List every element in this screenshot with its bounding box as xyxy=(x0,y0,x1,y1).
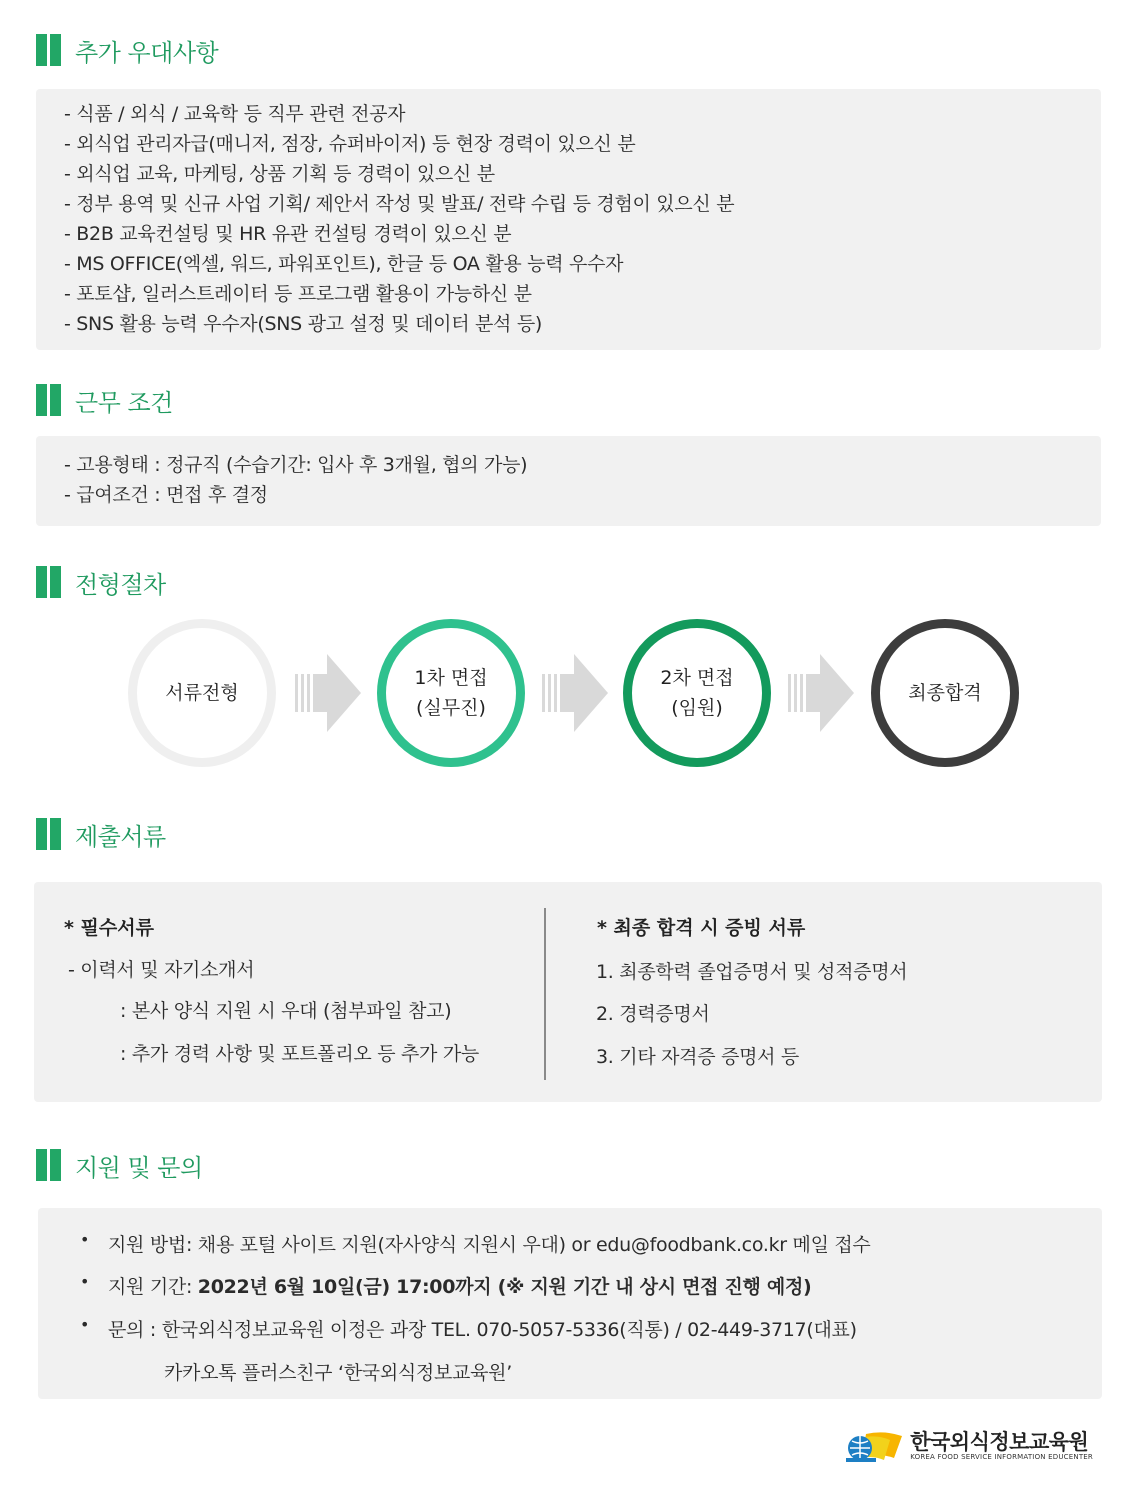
step-label: 최종합격 xyxy=(908,682,982,704)
docs-line: : 본사 양식 지원 시 우대 (첨부파일 참고) xyxy=(120,1000,452,1022)
list-item: - 급여조건 : 면접 후 결정 xyxy=(64,484,268,506)
docs-line: 3. 기타 자격증 증명서 등 xyxy=(596,1046,799,1068)
company-logo xyxy=(846,1428,1093,1464)
logo-mark-icon xyxy=(846,1428,904,1464)
step-label: 서류전형 xyxy=(165,682,239,704)
conditions-box xyxy=(36,436,1101,526)
bullet-icon: • xyxy=(80,1230,90,1249)
list-item: - 외식업 교육, 마케팅, 상품 기획 등 경력이 있으신 분 xyxy=(64,163,495,185)
apply-period-label: 지원 기간: xyxy=(108,1276,198,1298)
section-marker-icon xyxy=(36,384,61,416)
column-divider xyxy=(544,908,546,1080)
section-marker-icon xyxy=(36,566,61,598)
process-step-first-interview xyxy=(377,619,525,767)
arrow-right-icon xyxy=(788,654,854,732)
section-title: 지원 및 문의 xyxy=(75,1153,203,1182)
list-item: - 식품 / 외식 / 교육학 등 직무 관련 전공자 xyxy=(64,103,406,125)
docs-line: - 이력서 및 자기소개서 xyxy=(68,959,255,981)
docs-line: 1. 최종학력 졸업증명서 및 성적증명서 xyxy=(596,961,908,983)
process-step-final-pass xyxy=(871,619,1019,767)
step-label: 1차 면접 xyxy=(414,667,488,689)
section-title: 제출서류 xyxy=(75,822,166,851)
required-docs-title: * 필수서류 xyxy=(64,917,154,939)
arrow-right-icon xyxy=(542,654,608,732)
list-item: - 외식업 관리자급(매니저, 점장, 슈퍼바이저) 등 현장 경력이 있으신 분 xyxy=(64,133,636,155)
conditions-list xyxy=(64,450,527,510)
section-title: 근무 조건 xyxy=(75,388,173,417)
bullet-icon: • xyxy=(80,1272,90,1291)
logo-name: 한국외식정보교육원 xyxy=(910,1430,1089,1454)
final-pass-docs xyxy=(596,913,908,1068)
step-sublabel: (임원) xyxy=(671,697,723,719)
section-header-apply xyxy=(36,1148,203,1182)
list-item xyxy=(80,1315,857,1341)
section-title: 추가 우대사항 xyxy=(75,38,219,67)
documents-box xyxy=(34,882,1102,1102)
list-item: - SNS 활용 능력 우수자(SNS 광고 설정 및 데이터 분석 등) xyxy=(64,313,543,335)
section-marker-icon xyxy=(36,34,61,66)
list-item: - MS OFFICE(엑셀, 워드, 파워포인트), 한글 등 OA 활용 능력 우수자 xyxy=(64,253,624,275)
list-item: - 고용형태 : 정규직 (수습기간: 입사 후 3개월, 협의 가능) xyxy=(64,454,528,476)
apply-box xyxy=(38,1208,1102,1399)
docs-line: 2. 경력증명서 xyxy=(596,1003,710,1025)
extra-benefits-box xyxy=(36,89,1101,350)
apply-method-text: 지원 방법: 채용 포털 사이트 지원(자사양식 지원시 우대) or edu@foodbank.co.kr 메일 접수 xyxy=(108,1234,871,1256)
process-step-second-interview xyxy=(623,619,771,767)
list-item xyxy=(80,1272,812,1298)
section-marker-icon xyxy=(36,1149,61,1181)
section-header-documents xyxy=(36,817,166,851)
apply-kakao-text: 카카오톡 플러스친구 ‘한국외식정보교육원’ xyxy=(164,1362,512,1384)
list-item xyxy=(80,1230,871,1256)
section-title: 전형절차 xyxy=(75,570,166,599)
section-marker-icon xyxy=(36,818,61,850)
required-docs xyxy=(64,913,479,1065)
apply-period xyxy=(108,1272,811,1299)
section-header-conditions xyxy=(36,383,173,417)
bullet-icon: • xyxy=(80,1315,90,1334)
apply-period-value: 2022년 6월 10일(금) 17:00까지 (※ 지원 기간 내 상시 면접 진행 예정) xyxy=(197,1276,812,1298)
extra-benefits-list xyxy=(64,99,734,339)
step-sublabel: (실무진) xyxy=(416,697,486,719)
docs-line: : 추가 경력 사항 및 포트폴리오 등 추가 가능 xyxy=(120,1043,479,1065)
section-header-process xyxy=(36,565,166,599)
logo-subtitle: KOREA FOOD SERVICE INFORMATION EDUCENTER xyxy=(910,1453,1093,1461)
apply-contact-text: 문의 : 한국외식정보교육원 이정은 과장 TEL. 070-5057-5336(직통) / 02-449-3717(대표) xyxy=(108,1319,857,1341)
list-item: - B2B 교육컨설팅 및 HR 유관 컨설팅 경력이 있으신 분 xyxy=(64,223,512,245)
list-item: - 포토샵, 일러스트레이터 등 프로그램 활용이 가능하신 분 xyxy=(64,283,532,305)
arrow-right-icon xyxy=(295,654,361,732)
section-header-extra-benefits xyxy=(36,33,218,67)
final-pass-docs-title: * 최종 합격 시 증빙 서류 xyxy=(597,917,806,939)
process-step-document-screening xyxy=(128,619,276,767)
step-label: 2차 면접 xyxy=(660,667,734,689)
list-item: - 정부 용역 및 신규 사업 기획/ 제안서 작성 및 발표/ 전략 수립 등 경험이 있으신 분 xyxy=(64,193,735,215)
